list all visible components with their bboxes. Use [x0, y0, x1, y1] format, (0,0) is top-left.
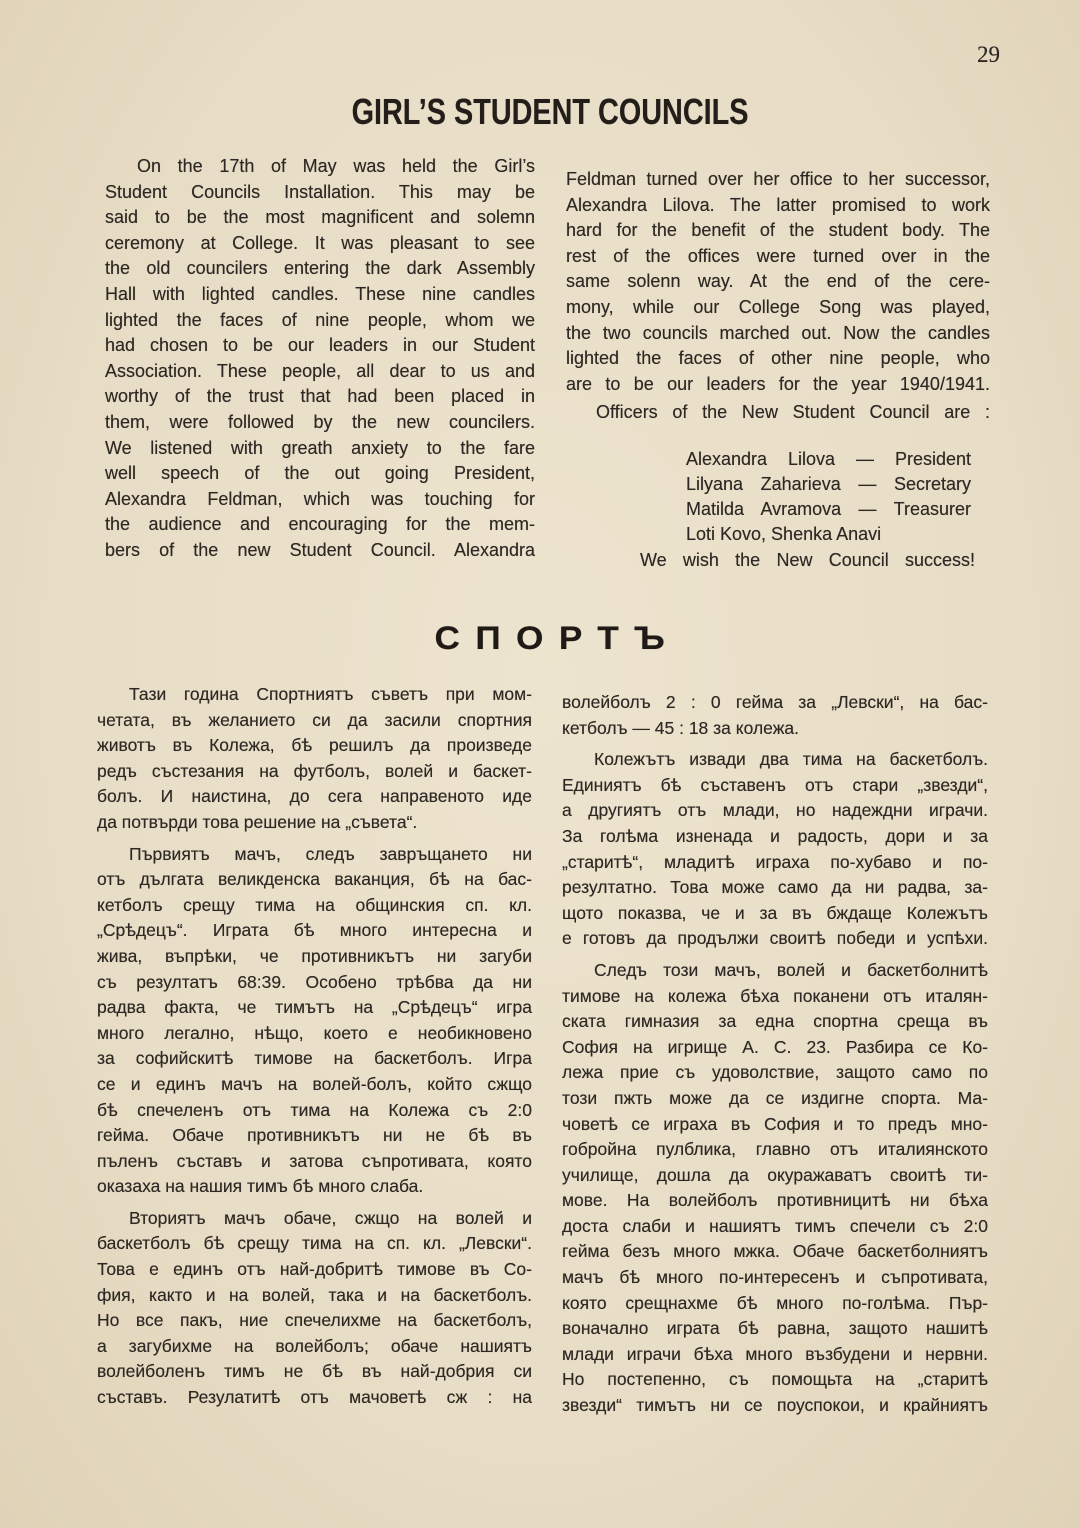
- text-line: гейма. Обаче противникътъ ни не бѣ въ: [97, 1125, 532, 1146]
- text-line: оказаха на нашия тимъ бѣ много слаба.: [97, 1176, 424, 1197]
- text-line: жива, въпрѣки, че противникътъ ни загуби: [97, 945, 532, 966]
- text-line: радва факта, че тимътъ на „Срѣдецъ“ игра: [97, 997, 532, 1018]
- english-right-column: [566, 167, 990, 426]
- text-line: редъ състезания на футболъ, волей и баскет-: [97, 760, 532, 781]
- text-line: лежа прие съ удоволствие, защото само по: [562, 1062, 988, 1083]
- paragraph: [97, 842, 532, 1200]
- text-line: която срещнахме бѣ много по-голѣма. Пър-: [562, 1292, 988, 1313]
- text-line: Alexandra Feldman, which was touching for: [105, 488, 535, 509]
- paragraph: [562, 690, 988, 741]
- text-line: Alexandra Lilova. The latter promised to work: [566, 194, 990, 215]
- text-line: worthy of the trust that had been placed in: [105, 386, 535, 407]
- text-line: We listened with greath anxiety to the fare: [105, 437, 535, 458]
- text-line: гобройна пулблика, главно отъ италиянското: [562, 1139, 988, 1160]
- text-line: same solenn way. At the end of the cere-: [566, 271, 990, 292]
- text-line: за софийскитѣ тимове на баскетболъ. Игра: [97, 1048, 532, 1069]
- text-line: them, were followed by the new councilers.: [105, 411, 535, 432]
- text-line: Но постепенно, съ помощьта на „старитѣ: [562, 1369, 988, 1390]
- text-line: е готовъ да продължи своитѣ победи и успѣхи.: [562, 928, 988, 949]
- text-line: Student Councils Installation. This may be: [105, 181, 535, 202]
- text-line: доста слаби и нашиятъ тимъ спечели съ 2:0: [562, 1215, 988, 1236]
- text-line: Колежътъ извади два тима на баскетболъ.: [594, 749, 988, 770]
- text-line: пъленъ съставъ и затова съпротивата, която: [97, 1150, 532, 1171]
- text-line: are to be our leaders for the year 1940/1941.: [566, 373, 990, 394]
- officers-intro: Officers of the New Student Council are :: [596, 402, 990, 423]
- text-line: bers of the new Student Council. Alexandra: [105, 539, 535, 560]
- english-left-column: [105, 154, 535, 564]
- text-line: said to be the most magnificent and solemn: [105, 207, 535, 228]
- text-line: the audience and encouraging for the mem-: [105, 514, 535, 535]
- text-line: Hall with lighted candles. These nine candles: [105, 283, 535, 304]
- officers-list: [686, 447, 971, 547]
- text-line: отъ дългата великденска ваканция, бѣ на бас-: [97, 869, 532, 890]
- text-line: щото показва, че и за въ бждаще Колежътъ: [562, 902, 988, 923]
- page-number: 29: [977, 42, 1000, 67]
- officer-line: Lilyana Zaharieva — Secretary: [686, 474, 971, 494]
- text-line: Тази година Спортниятъ съветъ при мом-: [129, 684, 532, 704]
- text-line: училище, дошла да окуражаватъ своитѣ ти-: [562, 1164, 988, 1185]
- text-line: On the 17th of May was held the Girl’s: [137, 156, 535, 176]
- paragraph: [105, 154, 535, 564]
- text-line: да потвърди това решение на „съвета“.: [97, 811, 418, 832]
- text-line: the old councilers entering the dark Assembly: [105, 258, 535, 279]
- text-line: фия, както и на волей, така и на баскетболъ.: [97, 1284, 532, 1305]
- text-line: rest of the offices were turned over in the: [566, 245, 990, 266]
- text-line: lighted the faces of nine people, whom we: [105, 309, 535, 330]
- text-line: тимове на колежа бѣха поканени отъ италян-: [562, 985, 988, 1006]
- text-line: резултатно. Това може само да ни радва, за-: [562, 877, 988, 898]
- text-line: четата, въ желанието си да засили спортния: [97, 709, 532, 730]
- text-line: животъ въ Колежа, бѣ решилъ да произведе: [97, 735, 532, 756]
- text-line: За голѣма изненада и радость, дори и за: [562, 825, 988, 846]
- closing-line: We wish the New Council success!: [640, 550, 975, 570]
- text-line: кетболъ срещу тима на общинския сп. кл.: [97, 894, 532, 915]
- section-title-wrap: [100, 618, 1000, 658]
- paragraph: [562, 747, 988, 952]
- text-line: този пжть може да се издигне спорта. Ма-: [562, 1087, 988, 1108]
- paragraph: [566, 167, 990, 397]
- paragraph: [562, 958, 988, 1419]
- text-line: had chosen to be our leaders in our Student: [105, 335, 535, 356]
- text-line: Това е единъ отъ най-добритѣ тимове въ Со-: [97, 1259, 532, 1280]
- text-line: мове. На волейболъ противницитѣ ни бѣха: [562, 1190, 988, 1211]
- article-title-wrap: [100, 92, 1000, 132]
- paragraph: [97, 1206, 532, 1411]
- text-line: съ резултатъ 68:39. Особено трѣбва да ни: [97, 971, 532, 992]
- text-line: София на игрище А. С. 23. Разбира се Ко-: [562, 1036, 988, 1057]
- officer-line: Loti Kovo, Shenka Anavi: [686, 524, 882, 544]
- text-line: а другиятъ отъ млади, но надеждни играчи.: [562, 800, 988, 821]
- text-line: Следъ този мачъ, волей и баскетболнитѣ: [594, 959, 988, 980]
- text-line: Първиятъ мачъ, следъ завръщането ни: [129, 843, 532, 864]
- text-line: бѣ спечеленъ отъ тима на Колежа съ 2:0: [97, 1099, 532, 1120]
- text-line: mony, while our College Song was played,: [566, 296, 990, 317]
- text-line: Вториятъ мачъ обаче, сжщо на волей и: [129, 1207, 532, 1228]
- text-line: the two councils marched out. Now the candles: [566, 322, 990, 343]
- text-line: ската гимназия за една спортна среща въ: [562, 1011, 988, 1032]
- text-line: а загубихме на волейболъ; обаче нашиятъ: [97, 1335, 532, 1356]
- text-line: волейболенъ тимъ не бѣ въ най-добрия си: [97, 1361, 532, 1382]
- text-line: Единиятъ бѣ съставенъ отъ стари „звезди“,: [562, 774, 988, 795]
- text-line: човетѣ се играха въ София и то предъ мно-: [562, 1113, 988, 1134]
- text-line: съставъ. Резулатитѣ отъ мачоветѣ сж : на: [97, 1387, 532, 1408]
- text-line: „старитѣ“, младитѣ играха по-хубаво и по-: [562, 851, 988, 872]
- text-line: млади играчи бѣха много възбудени и нервни.: [562, 1343, 988, 1364]
- text-line: Association. These people, all dear to us and: [105, 360, 535, 381]
- text-line: гейма безъ много мжка. Обаче баскетболниятъ: [562, 1241, 988, 1262]
- sport-left-column: [97, 682, 532, 1411]
- text-line: Но все пакъ, ние спечелихме на баскетболъ,: [97, 1310, 532, 1331]
- text-line: мачъ бѣ много по-интересенъ и съпротивата,: [562, 1267, 988, 1288]
- paragraph: [97, 682, 532, 836]
- officer-line: Alexandra Lilova — President: [686, 449, 971, 469]
- text-line: ceremony at College. It was pleasant to see: [105, 232, 535, 253]
- text-line: воначално играта бѣ равна, защото нашитѣ: [562, 1318, 988, 1339]
- article-title: GIRL’S STUDENT COUNCILS: [351, 91, 749, 132]
- text-line: hard for the benefit of the student body. The: [566, 220, 990, 241]
- section-title: СПОРТЪ: [434, 620, 681, 656]
- text-line: болъ. И наистина, до сега направеното иде: [97, 786, 532, 807]
- text-line: баскетболъ бѣ срещу тима на сп. кл. „Левски“.: [97, 1233, 532, 1254]
- officer-line: Matilda Avramova — Treasurer: [686, 499, 971, 519]
- text-line: lighted the faces of other nine people, who: [566, 348, 990, 369]
- text-line: се и единъ мачъ на волей-болъ, който сжщо: [97, 1073, 532, 1094]
- text-line: кетболъ — 45 : 18 за колежа.: [562, 717, 800, 738]
- text-line: well speech of the out going President,: [105, 463, 535, 484]
- text-line: Feldman turned over her office to her successor,: [566, 169, 990, 189]
- text-line: много легално, нѣщо, което е необикновено: [97, 1022, 532, 1043]
- text-line: волейболъ 2 : 0 гейма за „Левски“, на бас-: [562, 692, 988, 712]
- text-line: звезди“ тимътъ ни се поуспокои, и крайниятъ: [562, 1395, 988, 1416]
- text-line: „Срѣдецъ“. Играта бѣ много интересна и: [97, 920, 532, 941]
- sport-right-column: [562, 690, 988, 1419]
